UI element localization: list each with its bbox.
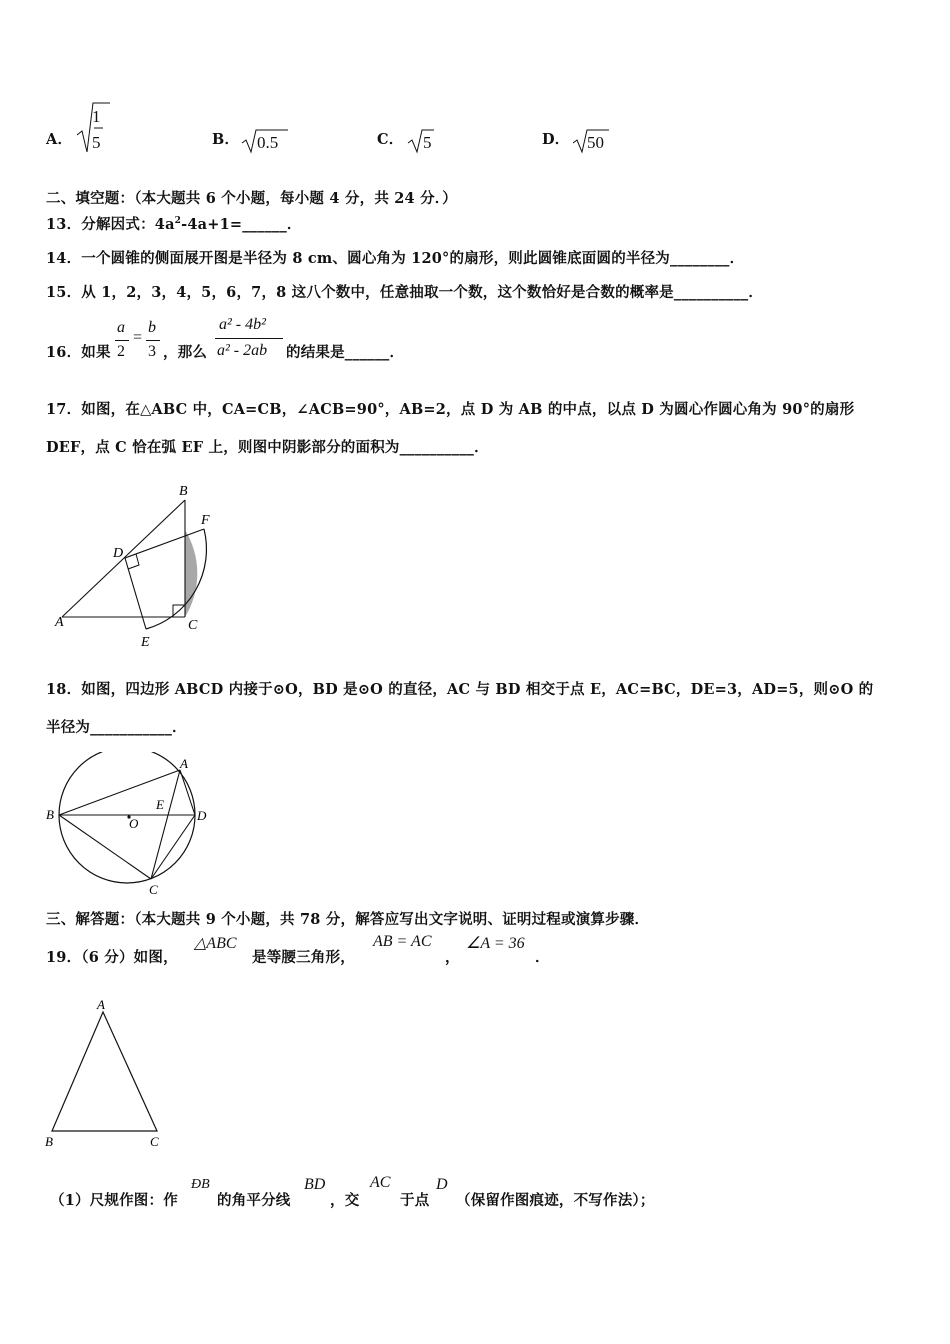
label-b: B [45,1134,53,1149]
q16-eq: = [133,329,143,346]
q19-1-bd: BD [304,1176,326,1193]
option-a-den: 5 [92,133,101,152]
q13-sup: 2 [174,216,182,227]
q19-1-angle: ÐB [191,1177,210,1192]
arc-ef [146,529,206,629]
q19-1-ac: AC [370,1174,391,1191]
q19-1-d: D [436,1176,448,1193]
option-d-radicand: 50 [587,133,604,152]
label-f: F [201,513,210,528]
label-b: B [179,484,188,499]
q16-mid: ，那么 [163,344,208,361]
option-d-label: D． [542,131,570,148]
label-c: C [188,618,198,633]
q16-post: 的结果是______． [286,344,405,361]
question-17-line1: 17．如图，在△ABC 中，CA=CB，∠ACB=90°，AB=2，点 D 为 AB 的中点，以点 D 为圆心作圆心角为 90°的扇形 [46,401,855,418]
q19-1-post: （保留作图痕迹，不写作法）； [456,1192,655,1209]
triangle-abc [52,1012,157,1131]
label-o: O [129,816,139,831]
label-a: A [97,997,105,1012]
label-b: B [46,807,54,822]
q16-frac1-den: 2 [117,343,125,360]
section3-heading: 三、解答题：（本大题共 9 个小题，共 78 分，解答应写出文字说明、证明过程或演算步骤． [46,911,650,928]
label-e: E [156,797,164,812]
question-17-line2: DEF，点 C 恰在弧 EF 上，则图中阴影部分的面积为__________． [46,439,489,456]
q19-eq2: ∠A = 36 [466,935,525,952]
q19-end: ． [535,949,550,966]
shaded-region [185,530,197,617]
figure-17 [40,478,230,658]
segment-ab [62,500,185,617]
q16-frac2-den: 3 [148,343,156,360]
q19-comma: ， [445,949,460,966]
q13-pre: 13．分解因式：4a [46,216,175,233]
q16-pre: 16．如果 [46,344,111,361]
label-c: C [150,1134,159,1149]
q19-tri: △ABC [194,935,237,952]
section2-heading: 二、填空题：（本大题共 6 个小题，每小题 4 分，共 24 分．） [46,190,457,207]
q16-big-num: a² - 4b² [219,316,266,333]
q16-big-den: a² - 2ab [217,342,268,359]
figure-19 [40,996,170,1152]
figure-18 [40,752,220,900]
q19-pre: 19．（6 分）如图， [46,949,178,966]
q16-frac1-bar [115,340,129,341]
q16-big-bar [215,338,283,339]
q13-post: -4a+1=______． [181,216,302,233]
segment-ad [180,770,195,815]
label-e: E [141,635,150,650]
q19-1-pre: （1）尺规作图：作 [50,1192,178,1209]
question-14: 14．一个圆锥的侧面展开图是半径为 8 cm、圆心角为 120°的扇形，则此圆锥底面圆的半径为________． [46,250,745,267]
question-18-line2: 半径为___________． [46,719,187,736]
q16-frac1-num: a [117,319,125,336]
option-a-label: A． [46,131,73,148]
label-d: D [113,546,124,561]
option-a-num: 1 [92,107,101,126]
q19-1-mid3: 于点 [400,1192,430,1209]
option-b-radicand: 0.5 [257,133,279,152]
option-c-label: C． [377,131,404,148]
q19-eq1: AB = AC [373,933,432,950]
q19-1-mid1: 的角平分线 [217,1192,291,1209]
label-a: A [180,756,188,771]
q16-frac2-bar [146,340,160,341]
segment-cd [151,815,195,879]
option-c-radical [406,128,436,154]
q19-mid1: 是等腰三角形， [252,949,355,966]
q19-1-mid2: ，交 [330,1192,360,1209]
label-a: A [55,615,64,630]
question-15: 15．从 1，2，3，4，5，6，7，8 这八个数中，任意抽取一个数，这个数恰好是合数的概率是__________． [46,284,764,301]
label-d: D [197,808,207,823]
label-c: C [149,882,158,897]
question-13 [46,213,302,234]
option-b-label: B． [212,131,240,148]
option-c-radicand: 5 [423,133,432,152]
question-18-line1: 18．如图，四边形 ABCD 内接于⊙O，BD 是⊙O 的直径，AC 与 BD 相交于点 E，AC=BC，DE=3，AD=5，则⊙O 的 [46,681,874,698]
q16-frac2-num: b [148,319,156,336]
